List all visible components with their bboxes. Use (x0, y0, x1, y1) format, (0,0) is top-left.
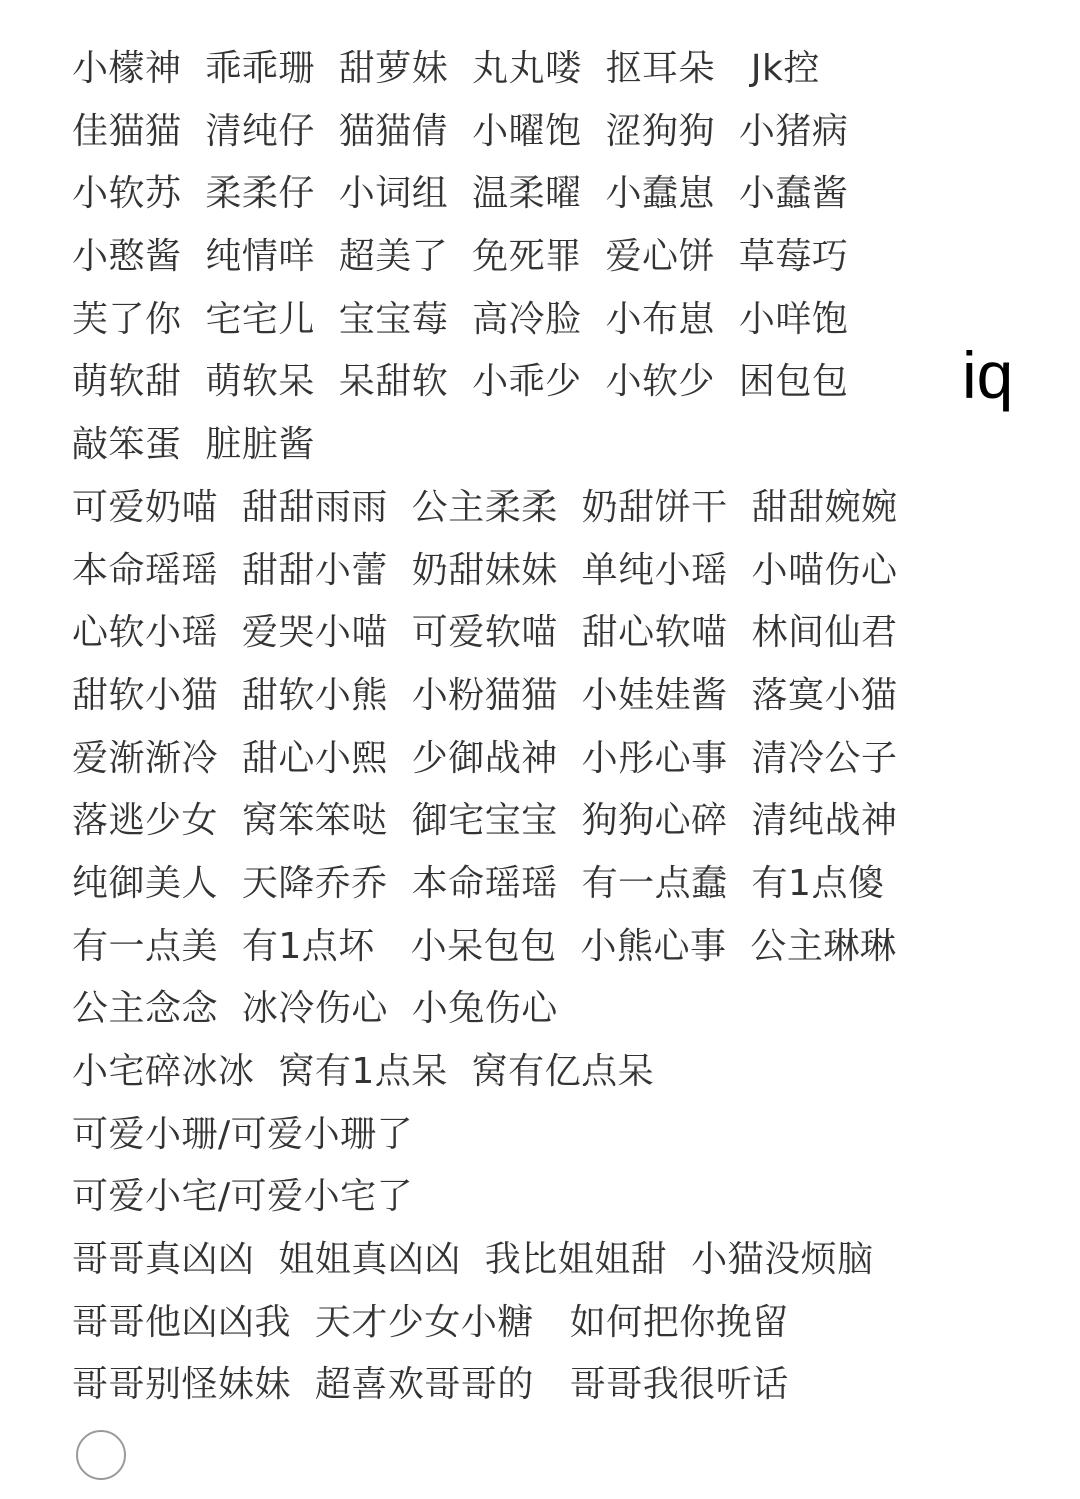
list-line: 佳猫猫 清纯仔 猫猫倩 小曜饱 涩狗狗 小猪病 (72, 110, 849, 152)
list-line: 可爱奶喵 甜甜雨雨 公主柔柔 奶甜饼干 甜甜婉婉 (72, 486, 898, 528)
list-line: 本命瑶瑶 甜甜小蕾 奶甜妹妹 单纯小瑶 小喵伤心 (72, 549, 898, 591)
list-line: 哥哥真凶凶 姐姐真凶凶 我比姐姐甜 小猫没烦脑 (72, 1239, 874, 1281)
list-line: 纯御美人 天降乔乔 本命瑶瑶 有一点蠢 有1点傻 (72, 862, 885, 904)
list-line: 小憨酱 纯情咩 超美了 免死罪 爱心饼 草莓巧 (72, 236, 849, 278)
list-line: 萌软甜 萌软呆 呆甜软 小乖少 小软少 困包包 (72, 361, 849, 403)
list-line: 可爱小宅/可爱小宅了 (72, 1176, 414, 1218)
list-line: 爱渐渐冷 甜心小熙 少御战神 小彤心事 清冷公子 (72, 737, 898, 779)
side-mark-text: iq (962, 338, 1014, 412)
list-line: 小软苏 柔柔仔 小词组 温柔曜 小蠢崽 小蠢酱 (72, 173, 849, 215)
list-line: 小宅碎冰冰 窝有1点呆 窝有亿点呆 (72, 1051, 655, 1092)
list-line: 芙了你 宅宅儿 宝宝莓 高冷脸 小布崽 小咩饱 (72, 298, 849, 340)
list-line: 哥哥他凶凶我 天才少女小糖 如何把你挽留 (72, 1301, 789, 1343)
list-line: 哥哥别怪妹妹 超喜欢哥哥的 哥哥我很听话 (72, 1364, 789, 1406)
list-line: 可爱小珊/可爱小珊了 (72, 1113, 414, 1155)
list-line: 敲笨蛋 脏脏酱 (72, 424, 315, 466)
name-list (72, 38, 972, 1417)
list-line: 有一点美 有1点坏 小呆包包 小熊心事 公主琳琳 (72, 925, 897, 967)
list-line: 公主念念 冰冷伤心 小兔伤心 (72, 988, 558, 1030)
list-line: 落逃少女 窝笨笨哒 御宅宝宝 狗狗心碎 清纯战神 (72, 800, 898, 842)
list-line: 甜软小猫 甜软小熊 小粉猫猫 小娃娃酱 落寞小猫 (72, 674, 898, 716)
list-line: 心软小瑶 爱哭小喵 可爱软喵 甜心软喵 林间仙君 (72, 612, 898, 654)
list-line: 小檬神 乖乖珊 甜萝妹 丸丸喽 抠耳朵 Jk控 (72, 48, 820, 89)
radio-circle-icon[interactable] (76, 1430, 126, 1480)
